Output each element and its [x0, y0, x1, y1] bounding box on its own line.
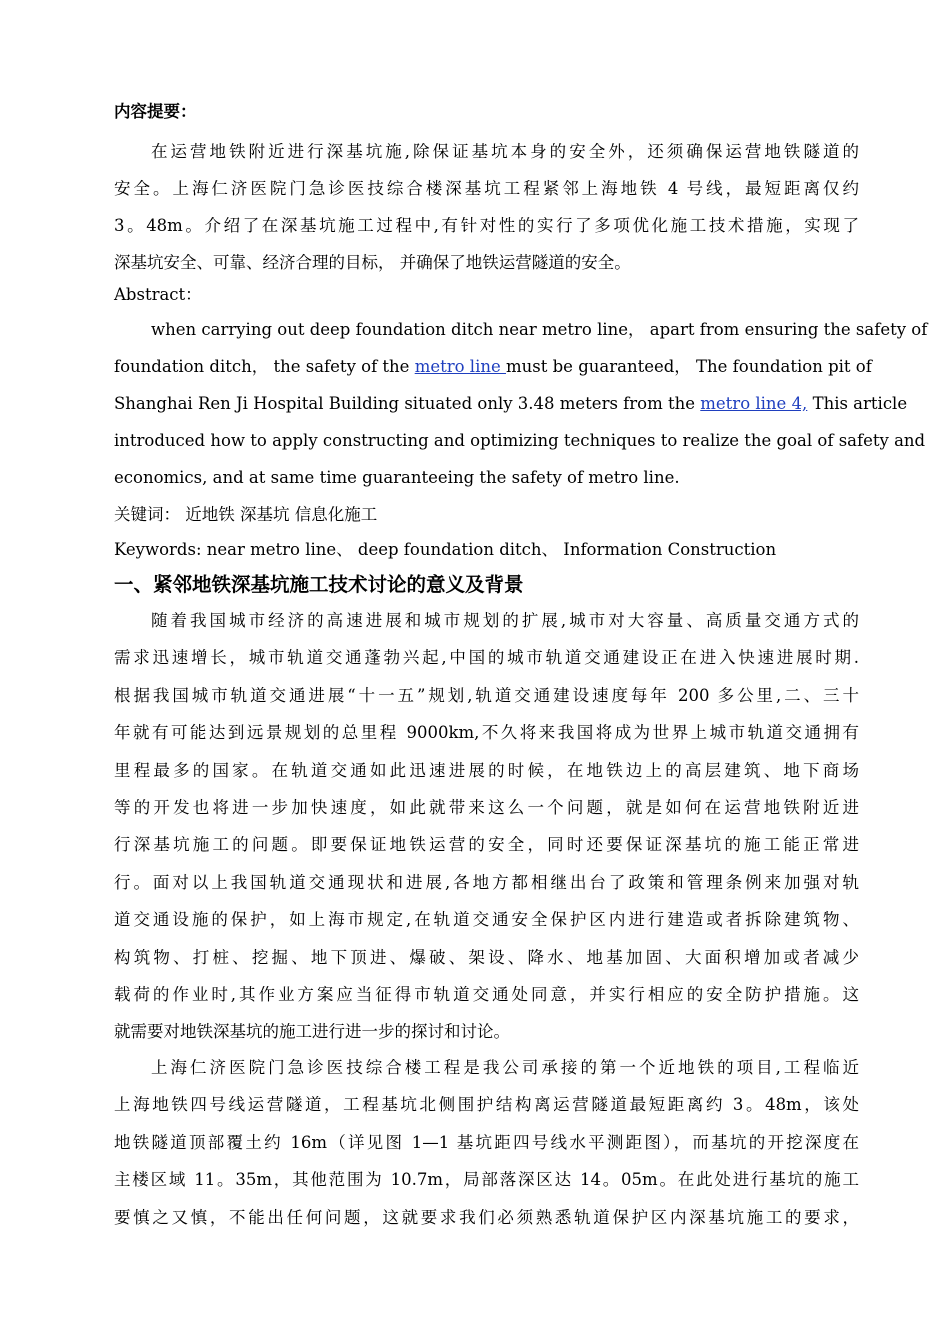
paragraph-line: 道交通设施的保护，如上海市规定,在轨道交通安全保护区内进行建造或者拆除建筑物、	[114, 910, 859, 930]
abstract-en-text: foundation ditch， the safety of the	[114, 357, 410, 376]
abstract-en-body	[114, 311, 928, 496]
paragraph-line: 年就有可能达到远景规划的总里程 9000km,不久将来我国将成为世界上城市轨道交通拥有	[114, 723, 859, 743]
abstract-cn-line: 安全。上海仁济医院门急诊医技综合楼深基坑工程紧邻上海地铁 4 号线，最短距离仅约	[114, 179, 859, 198]
paragraph-line: 行。面对以上我国轨道交通现状和进展,各地方都相继出台了政策和管理条例来加强对轨	[114, 872, 859, 892]
abstract-cn-body	[114, 133, 859, 281]
paragraph-line: 等的开发也将进一步加快速度，如此就带来这么一个问题，就是如何在运营地铁附近进	[114, 798, 859, 818]
metro-line-link[interactable]: metro line	[414, 357, 506, 376]
paragraph-line: 主楼区域 11。35m，其他范围为 10.7m，局部落深区达 14。05m。在此处进行基坑的施工	[114, 1170, 859, 1190]
metro-line-4-link[interactable]: metro line 4,	[700, 394, 808, 413]
paragraph-line: 就需要对地铁深基坑的施工进行进一步的探讨和讨论。	[114, 1022, 510, 1042]
abstract-cn-line: 深基坑安全、可靠、经济合理的目标， 并确保了地铁运营隧道的安全。	[114, 253, 631, 272]
abstract-en-text: must be guaranteed， The foundation pit of	[506, 357, 872, 376]
section-1-paragraph-2	[114, 1049, 859, 1236]
paragraph-line: 行深基坑施工的问题。即要保证地铁运营的安全，同时还要保证深基坑的施工能正常进	[114, 835, 859, 855]
abstract-en-heading-text: Abstract：	[114, 285, 202, 304]
abstract-en-line	[114, 348, 872, 385]
paragraph-line: 要慎之又慎，不能出任何问题，这就要求我们必须熟悉轨道保护区内深基坑施工的要求，	[114, 1207, 859, 1227]
section-1-paragraph-1	[114, 602, 859, 1051]
keywords-en	[114, 538, 859, 561]
abstract-en-text: Shanghai Ren Ji Hospital Building situated only 3.48 meters from the	[114, 394, 696, 413]
abstract-en-text: This article	[812, 394, 908, 413]
paragraph-line: 需求迅速增长，城市轨道交通蓬勃兴起,中国的城市轨道交通建设正在进入快速进展时期.	[114, 648, 859, 668]
abstract-en-line	[114, 385, 908, 422]
paragraph-line: 载荷的作业时,其作业方案应当征得市轨道交通处同意，并实行相应的安全防护措施。这	[114, 985, 859, 1005]
keywords-cn	[114, 503, 859, 526]
section-1-heading	[114, 571, 859, 599]
keywords-en-text: Keywords: near metro line、 deep foundation ditch、 Information Construction	[114, 540, 777, 559]
paragraph-line: 上海仁济医院门急诊医技综合楼工程是我公司承接的第一个近地铁的项目,工程临近	[151, 1058, 859, 1077]
paragraph-line: 里程最多的国家。在轨道交通如此迅速进展的时候，在地铁边上的高层建筑、地下商场	[114, 760, 859, 780]
abstract-cn-heading-text: 内容提要：	[114, 102, 197, 121]
abstract-en-line: when carrying out deep foundation ditch near metro line， apart from ensuring the safety of	[151, 320, 928, 339]
paragraph-line: 构筑物、打桩、挖掘、地下顶进、爆破、架设、降水、地基加固、大面积增加或者减少	[114, 947, 859, 967]
abstract-en-line: economics, and at same time guaranteeing the safety of metro line.	[114, 468, 680, 487]
keywords-cn-text: 关键词： 近地铁 深基坑 信息化施工	[114, 505, 378, 524]
abstract-en-line: introduced how to apply constructing and optimizing techniques to realize the goal of safety and	[114, 431, 926, 450]
paragraph-line: 根据我国城市轨道交通进展“十一五”规划,轨道交通建设速度每年 200 多公里,二、三十	[114, 685, 859, 705]
paragraph-line: 上海地铁四号线运营隧道，工程基坑北侧围护结构离运营隧道最短距离约 3。48m，该处	[114, 1095, 859, 1115]
paragraph-line: 随着我国城市经济的高速进展和城市规划的扩展,城市对大容量、高质量交通方式的	[151, 611, 859, 630]
abstract-en-heading	[114, 283, 859, 306]
abstract-cn-heading	[114, 100, 859, 123]
abstract-cn-line: 在运营地铁附近进行深基坑施,除保证基坑本身的安全外，还须确保运营地铁隧道的	[151, 142, 859, 161]
abstract-cn-line: 3。48m。介绍了在深基坑施工过程中,有针对性的实行了多项优化施工技术措施，实现了	[114, 216, 859, 235]
paragraph-line: 地铁隧道顶部覆土约 16m（详见图 1—1 基坑距四号线水平测距图），而基坑的开挖深度在	[114, 1132, 859, 1152]
section-1-title: 一、紧邻地铁深基坑施工技术讨论的意义及背景	[114, 573, 524, 596]
